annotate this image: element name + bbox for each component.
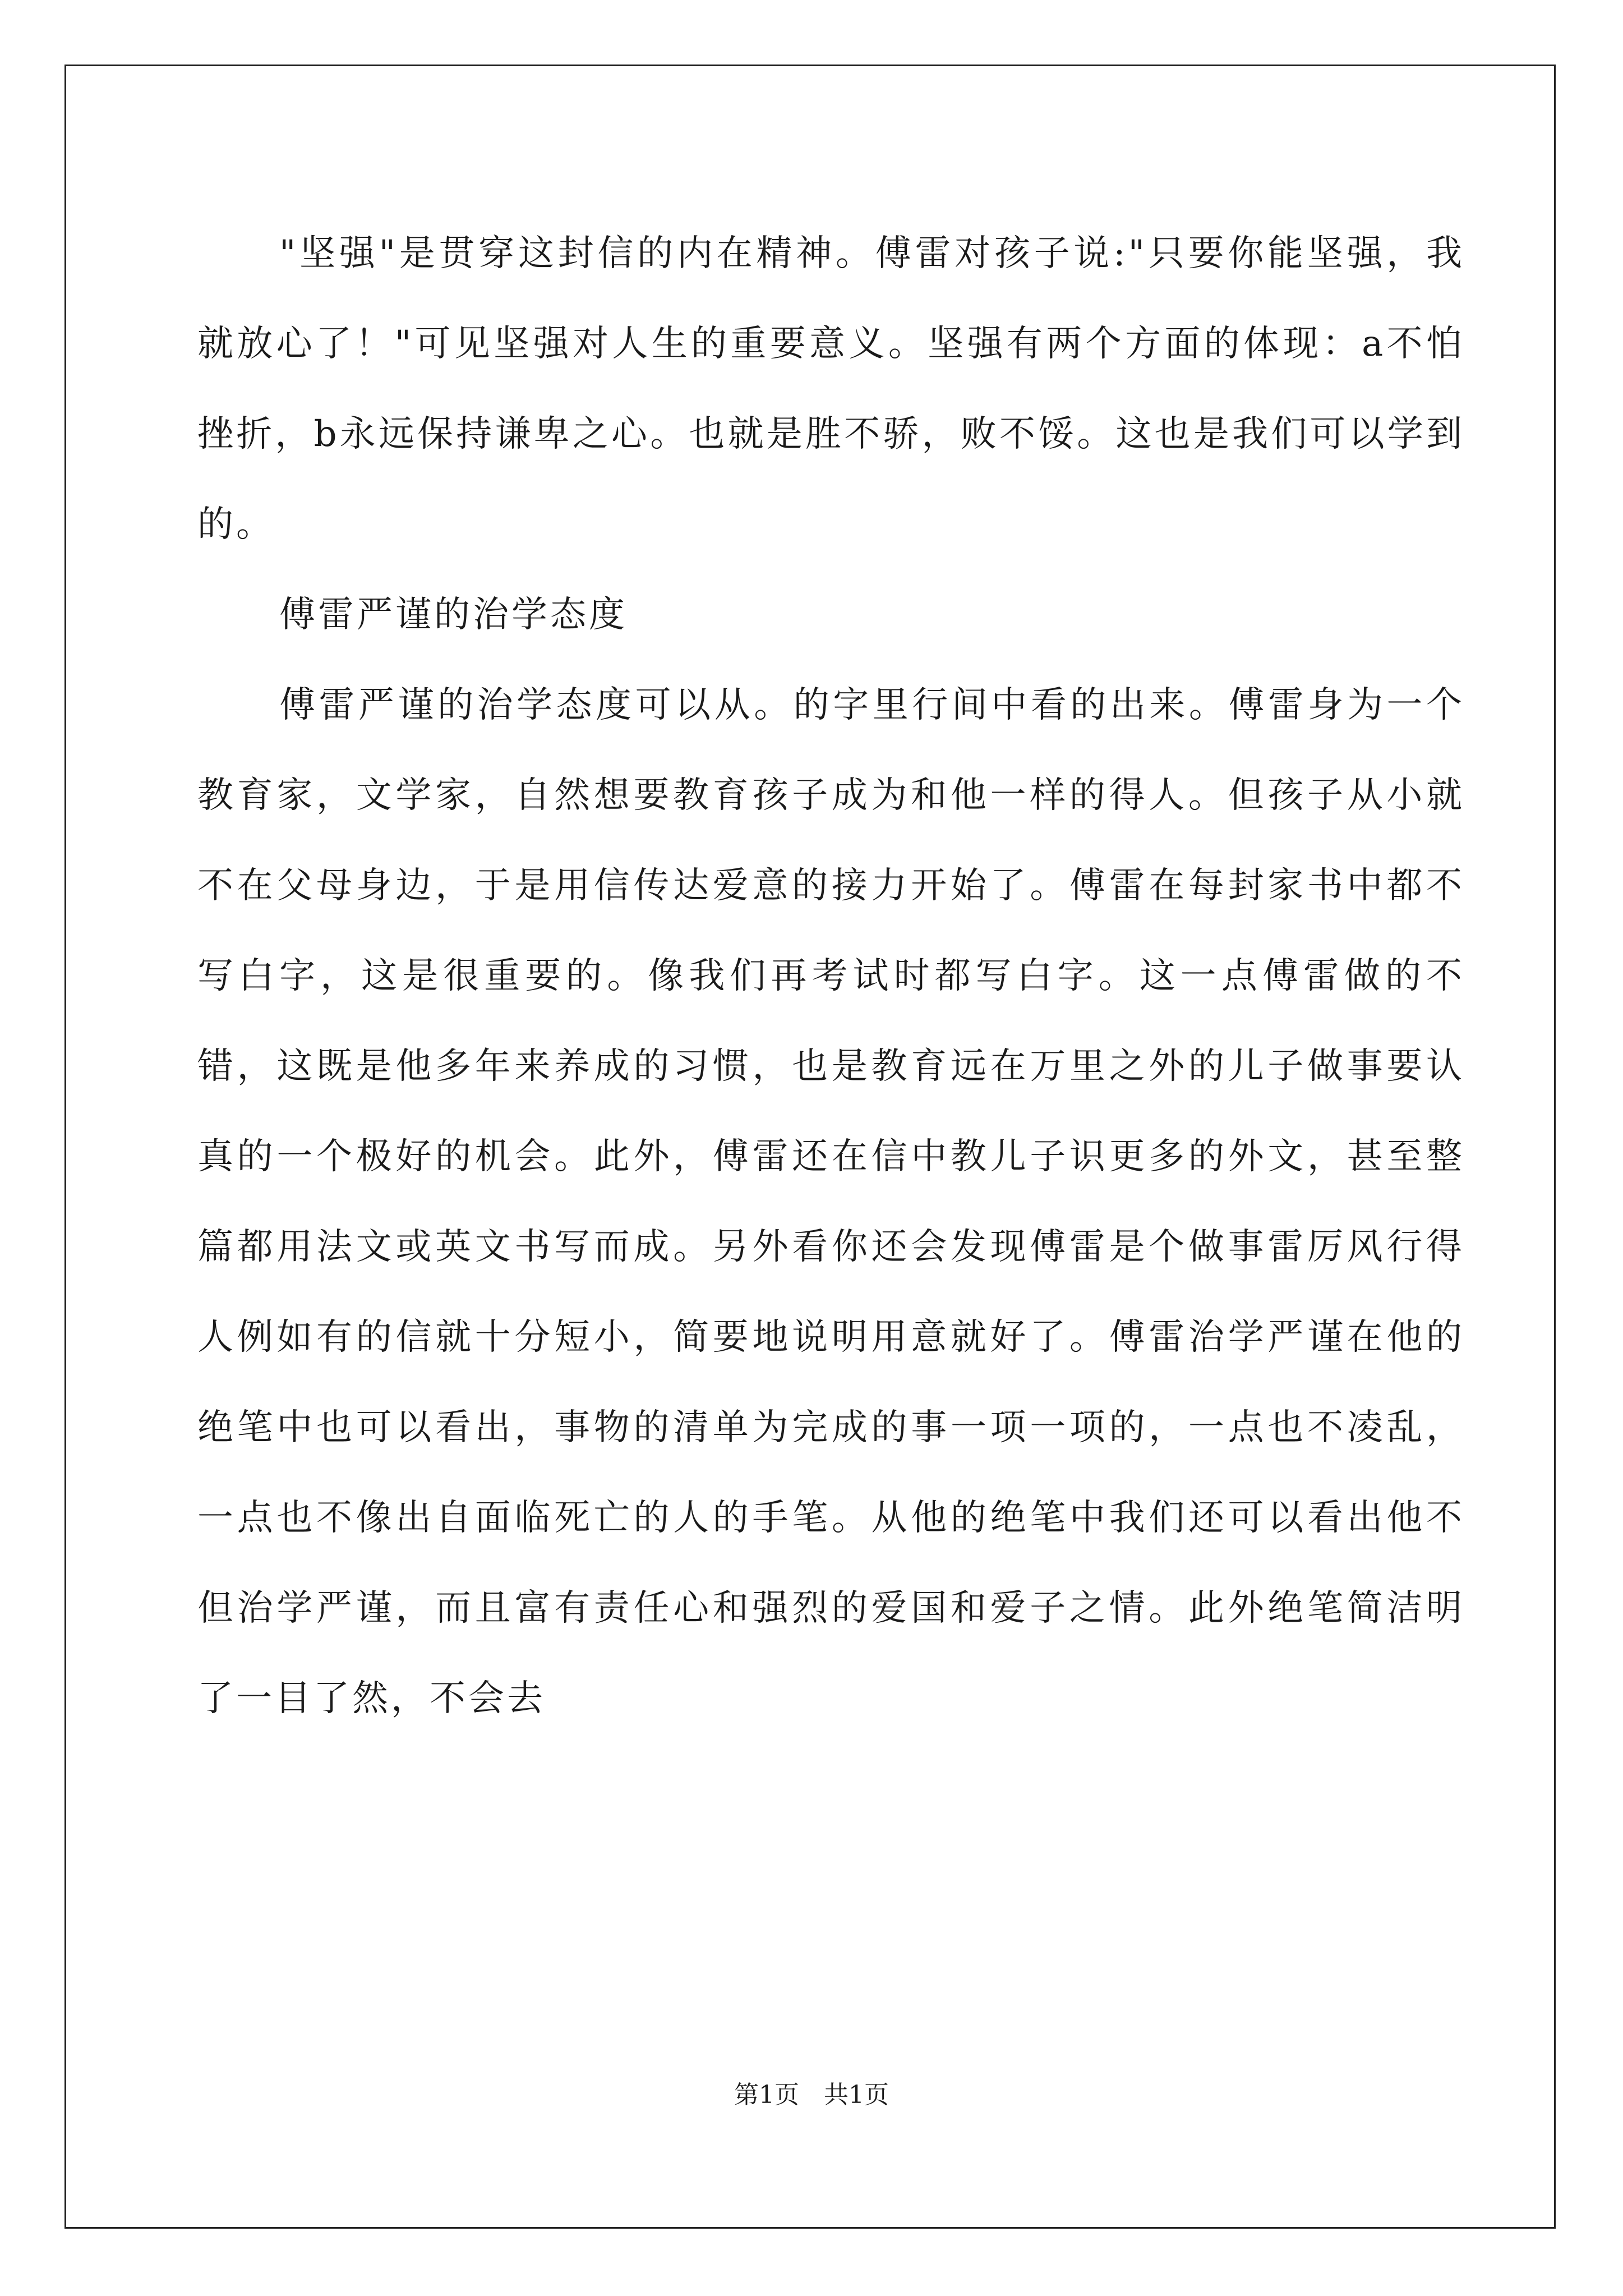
document-body bbox=[197, 209, 1465, 1744]
paragraph-scholarship: 傅雷严谨的治学态度可以从。的字里行间中看的出来。傅雷身为一个教育家，文学家，自然想要教育孩子成为和他一样的得人。但孩子从小就不在父母身边，于是用信传达爱意的接力开始了。傅雷在每封家书中都不写白字，这是很重要的。像我们再考试时都写白字。这一点傅雷做的不错，这既是他多年来养成的习惯，也是教育远在万里之外的儿子做事要认真的一个极好的机会。此外，傅雷还在信中教儿子识更多的外文，甚至整篇都用法文或英文书写而成。另外看你还会发现傅雷是个做事雷厉风行得人例如有的信就十分短小，简要地说明用意就好了。傅雷治学严谨在他的绝笔中也可以看出，事物的清单为完成的事一项一项的，一点也不凌乱，一点也不像出自面临死亡的人的手笔。从他的绝笔中我们还可以看出他不但治学严谨，而且富有责任心和强烈的爱国和爱子之情。此外绝笔简洁明了一目了然，不会去 bbox=[197, 684, 1465, 1719]
section-heading: 傅雷严谨的治学态度 bbox=[279, 594, 628, 636]
page-number-footer: 第1页 共1页 bbox=[734, 2081, 889, 2109]
paragraph-strength: "坚强"是贯穿这封信的内在精神。傅雷对孩子说:"只要你能坚强，我就放心了！"可见坚强对人生的重要意义。坚强有两个方面的体现：a不怕挫折，b永远保持谦卑之心。也就是胜不骄，败不馁。这也是我们可以学到的。 bbox=[197, 233, 1465, 545]
